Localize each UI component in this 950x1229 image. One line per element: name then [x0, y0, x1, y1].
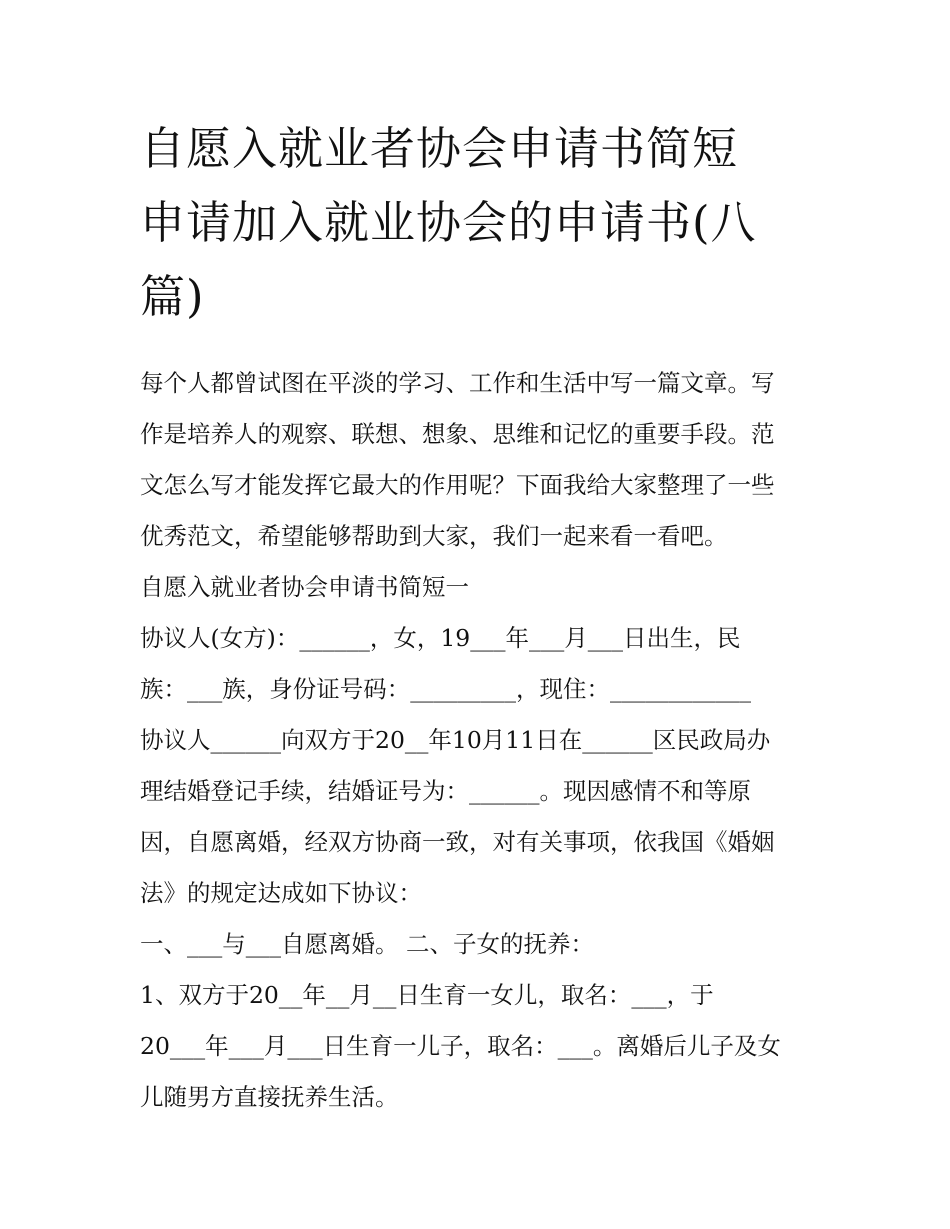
title-line-2: 申请加入就业协会的申请书(八	[140, 196, 757, 249]
clause-line-1: 一、___与___自愿离婚。 二、子女的抚养：	[140, 930, 594, 958]
document-title	[140, 112, 830, 334]
intro-line-3: 文怎么写才能发挥它最大的作用呢？下面我给大家整理了一些	[140, 471, 775, 499]
title-line-1: 自愿入就业者协会申请书简短	[140, 122, 739, 175]
agreement-line-4: 理结婚登记手续，结婚证号为：______。现因感情不和等原	[140, 777, 751, 805]
agreement-line-2: 族：___族，身份证号码：_________，现住：____________	[140, 675, 751, 703]
clause-line-4: 儿随男方直接抚养生活。	[140, 1083, 399, 1111]
clause-line-2: 1、双方于20__年__月__日生育一女儿，取名：___，于	[140, 981, 714, 1009]
document-body	[140, 358, 830, 1123]
agreement-line-6: 法》的规定达成如下协议：	[140, 879, 422, 907]
intro-line-2: 作是培养人的观察、联想、想象、思维和记忆的重要手段。范	[140, 420, 775, 448]
agreement-line-5: 因，自愿离婚，经双方协商一致，对有关事项，依我国《婚姻	[140, 828, 775, 856]
intro-line-4: 优秀范文，希望能够帮助到大家，我们一起来看一看吧。	[140, 522, 728, 550]
clause-line-3: 20___年___月___日生育一儿子，取名：___。离婚后儿子及女	[140, 1032, 781, 1060]
section-heading: 自愿入就业者协会申请书简短一	[140, 573, 469, 601]
title-line-3: 篇)	[140, 270, 205, 323]
agreement-line-3: 协议人______向双方于20__年10月11日在______区民政局办	[140, 726, 771, 754]
agreement-line-1: 协议人(女方)：______，女，19___年___月___日出生，民	[140, 624, 741, 652]
intro-line-1: 每个人都曾试图在平淡的学习、工作和生活中写一篇文章。写	[140, 369, 775, 397]
